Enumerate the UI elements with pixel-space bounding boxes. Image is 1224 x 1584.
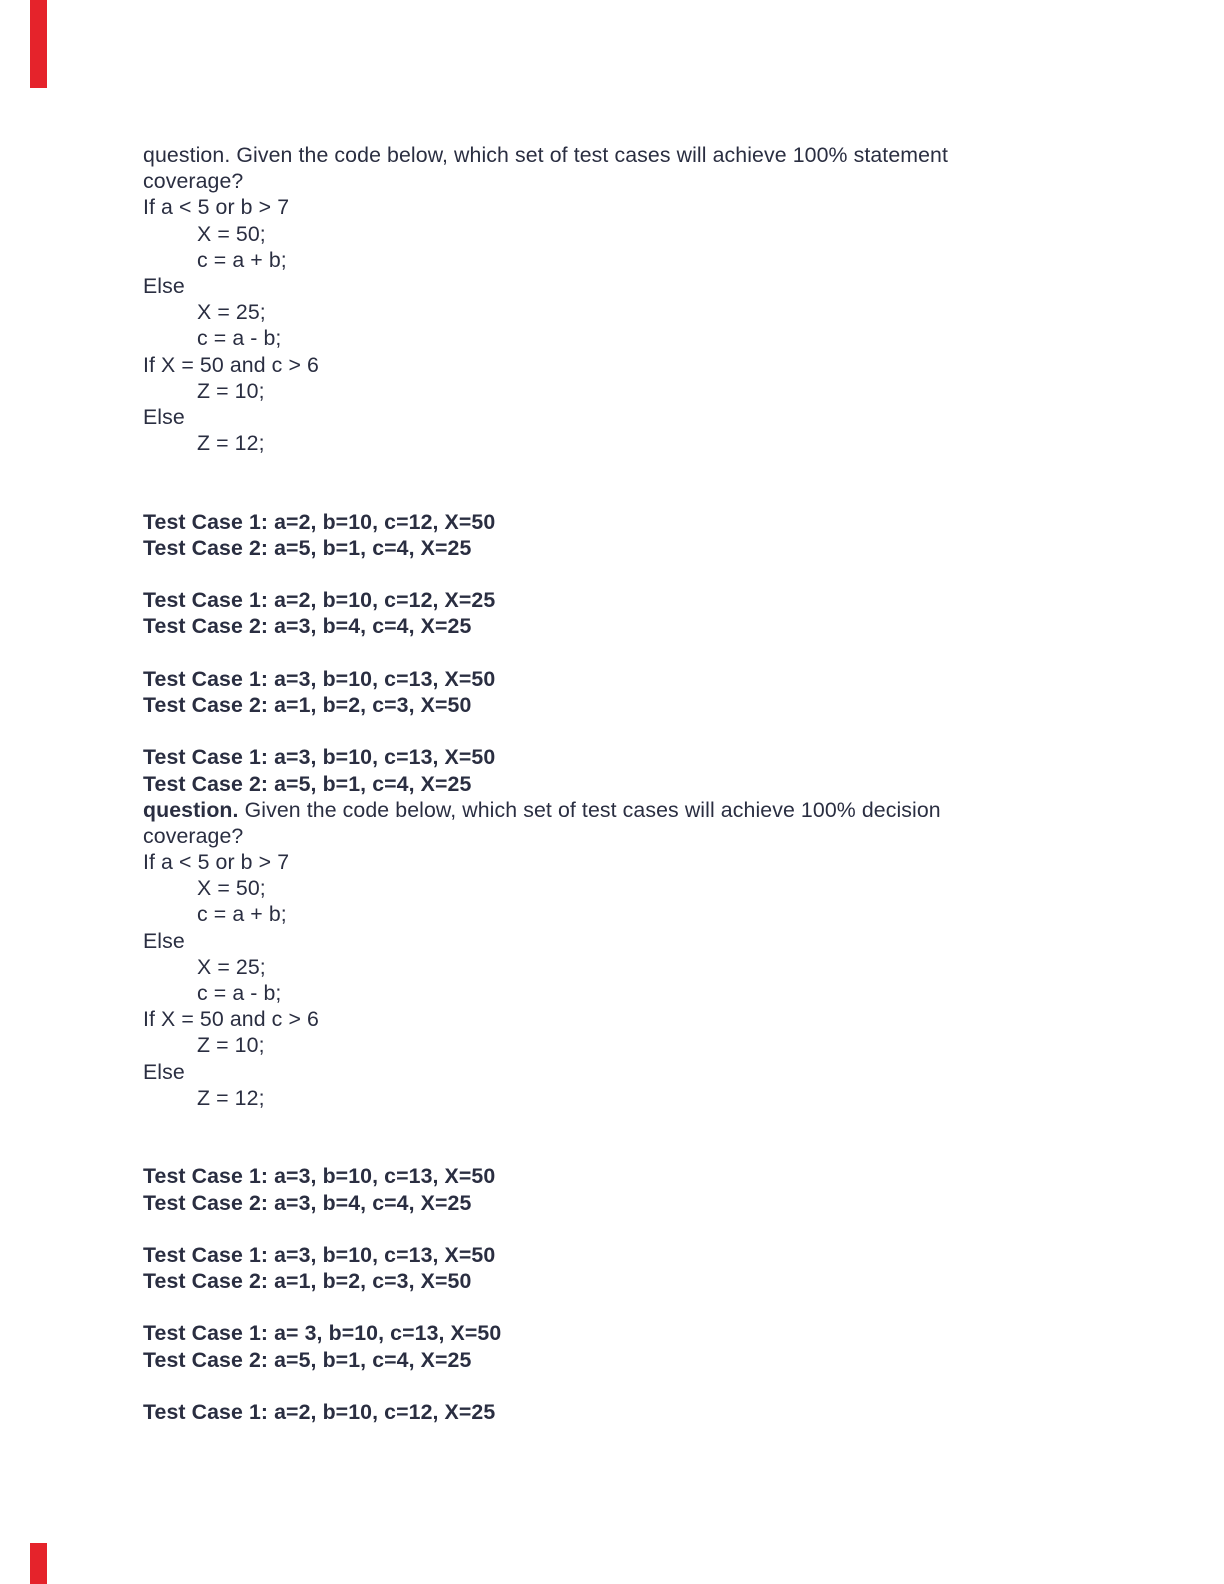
text-line: If X = 50 and c > 6 (143, 352, 319, 377)
text-line: Test Case 1: a=3, b=10, c=13, X=50 (143, 745, 496, 770)
blank-line (143, 640, 1123, 666)
text-line: c = a + b; (197, 902, 287, 927)
text-line: question. Given the code below, which set of test cases will achieve 100% decision (143, 797, 941, 822)
text-line: coverage? (143, 823, 244, 848)
text-line: Test Case 2: a=5, b=1, c=4, X=25 (143, 771, 472, 796)
text-line: Test Case 2: a=5, b=1, c=4, X=25 (143, 535, 472, 560)
text-line: Z = 10; (197, 1033, 265, 1058)
blank-line (143, 1373, 1123, 1399)
blank-line (143, 1137, 1123, 1163)
text-line: Test Case 1: a=3, b=10, c=13, X=50 (143, 1164, 496, 1189)
text-line: Else (143, 1059, 185, 1084)
text-line: question. Given the code below, which set of test cases will achieve 100% statement (143, 143, 949, 167)
text-line: Test Case 2: a=1, b=2, c=3, X=50 (143, 1269, 472, 1294)
text-line: c = a - b; (197, 326, 282, 351)
text-line: Test Case 2: a=1, b=2, c=3, X=50 (143, 692, 472, 717)
text-line: c = a + b; (197, 247, 287, 272)
text-line: Z = 12; (197, 431, 265, 456)
text-line: Else (143, 404, 185, 429)
red-ribbon-top (30, 0, 47, 88)
blank-line (143, 1111, 1123, 1137)
text-line: X = 25; (197, 954, 266, 979)
text-line: Test Case 1: a=3, b=10, c=13, X=50 (143, 1242, 496, 1267)
blank-line (143, 456, 1123, 482)
text-line: Test Case 2: a=5, b=1, c=4, X=25 (143, 1347, 472, 1372)
text-line: Test Case 1: a=2, b=10, c=12, X=25 (143, 1400, 496, 1424)
text-line: X = 50; (197, 221, 266, 246)
text-line: Test Case 1: a=2, b=10, c=12, X=50 (143, 509, 496, 534)
text-line: Z = 10; (197, 378, 265, 403)
text-line: Test Case 1: a=3, b=10, c=13, X=50 (143, 666, 496, 691)
blank-line (143, 1216, 1123, 1242)
text-line: X = 50; (197, 876, 266, 901)
text-line: Test Case 2: a=3, b=4, c=4, X=25 (143, 614, 472, 639)
text-line: Test Case 1: a= 3, b=10, c=13, X=50 (143, 1321, 502, 1346)
blank-line (143, 1294, 1123, 1320)
blank-line (143, 718, 1123, 744)
text-line: Else (143, 273, 185, 298)
blank-line (143, 482, 1123, 508)
red-ribbon-bottom (30, 1543, 47, 1584)
text-line: Z = 12; (197, 1085, 265, 1110)
text-line: If a < 5 or b > 7 (143, 195, 290, 220)
text-line: c = a - b; (197, 981, 282, 1005)
text-line: If X = 50 and c > 6 (143, 1007, 319, 1032)
text-line: If a < 5 or b > 7 (143, 850, 290, 875)
document-text-block (143, 142, 1123, 1425)
text-line: X = 25; (197, 300, 266, 325)
text-line: coverage? (143, 169, 244, 194)
question-label: question. (143, 797, 239, 822)
text-line: Else (143, 928, 185, 953)
text-line: Test Case 2: a=3, b=4, c=4, X=25 (143, 1190, 472, 1215)
blank-line (143, 561, 1123, 587)
text-line: Test Case 1: a=2, b=10, c=12, X=25 (143, 588, 496, 613)
